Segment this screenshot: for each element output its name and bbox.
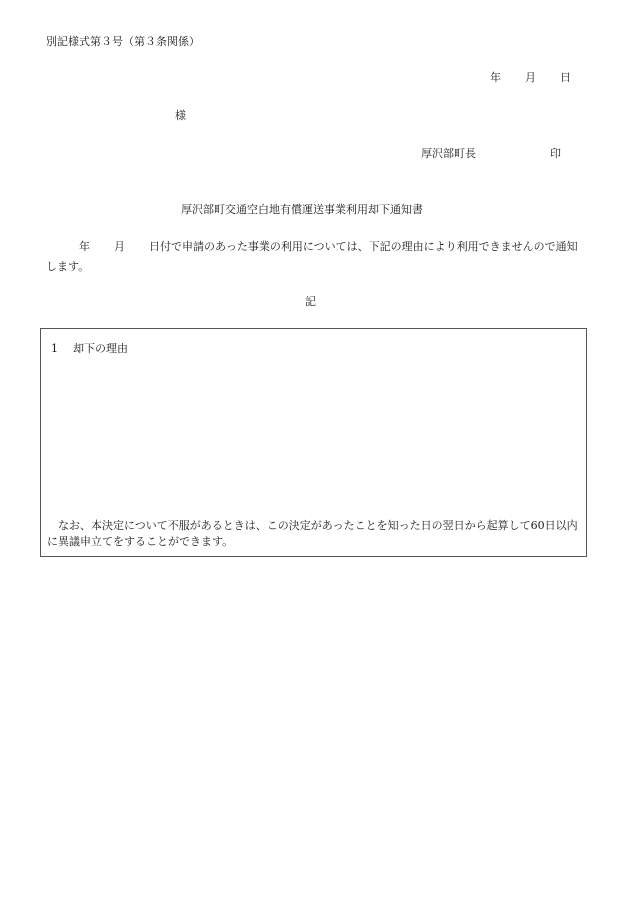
- body-text: 日付で申請のあった事業の利用については、下記の理由により利用できませんので通知します。: [46, 240, 578, 273]
- body-month-label: 月: [114, 240, 125, 253]
- form-number-label: 別記様式第３号（第３条関係）: [46, 35, 200, 48]
- date-day-label: 日: [560, 71, 571, 84]
- document-body: [46, 237, 580, 277]
- document-title: 厚沢部町交通空白地有償運送事業利用却下通知書: [181, 203, 423, 216]
- date-month-label: 月: [525, 71, 536, 84]
- reason-item-number: 1: [51, 342, 58, 355]
- addressee-honorific: 様: [175, 109, 186, 122]
- appeal-notice: なお、本決定について不服があるときは、この決定があったことを知った日の翌日から起算して60日以内に異議申立てをすることができます。: [47, 519, 578, 548]
- ki-label: 記: [305, 295, 316, 308]
- reason-box: [40, 328, 587, 557]
- reason-item-label: 却下の理由: [73, 342, 128, 355]
- issuer-seal-label: 印: [550, 147, 561, 160]
- body-year-label: 年: [79, 240, 90, 253]
- issuer-title: 厚沢部町長: [421, 147, 476, 160]
- date-year-label: 年: [490, 71, 501, 84]
- reason-heading: [51, 342, 128, 356]
- date-line: [490, 71, 571, 85]
